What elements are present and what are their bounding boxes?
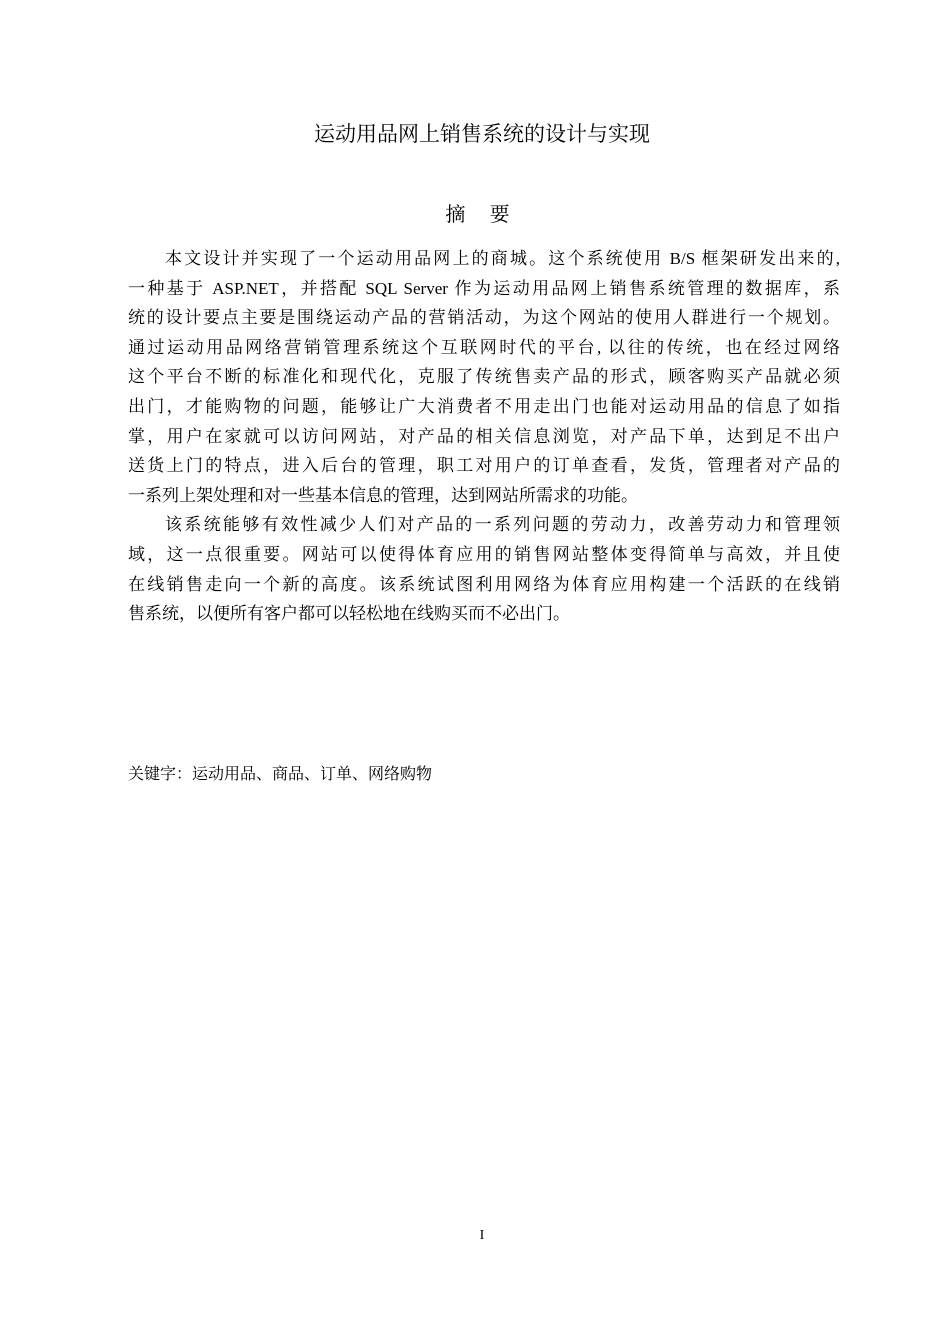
paragraph-2-line-1: 该系统能够有效性减少人们对产品的一系列问题的劳动力，改善劳动力和管理领 (165, 515, 840, 535)
paragraph-1-line-9: 一系列上架处理和对一些基本信息的管理，达到网站所需求的功能。 (128, 485, 638, 505)
paragraph-1-line-8: 送货上门的特点，进入后台的管理，职工对用户的订单查看，发货，管理者对产品的 (128, 456, 840, 476)
keywords-line: 关键字：运动用品、商品、订单、网络购物 (128, 764, 433, 783)
paragraph-1-line-4: 通过运动用品网络营销管理系统这个互联网时代的平台, 以往的传统，也在经过网络 (128, 337, 840, 357)
paragraph-1-line-3: 统的设计要点主要是围绕运动产品的营销活动，为这个网站的使用人群进行一个规划。 (128, 308, 840, 328)
abstract-heading: 摘 要 (445, 202, 519, 226)
paragraph-1-line-2: 一种基于 ASP.NET，并搭配 SQL Server 作为运动用品网上销售系统管理的数据库，系 (128, 278, 840, 298)
paragraph-2-line-4: 售系统，以便所有客户都可以轻松地在线购买而不必出门。 (128, 604, 570, 624)
paragraph-2-line-3: 在线销售走向一个新的高度。该系统试图利用网络为体育应用构建一个活跃的在线销 (128, 574, 840, 594)
paragraph-1-line-1: 本文设计并实现了一个运动用品网上的商城。这个系统使用 B/S 框架研发出来的, (165, 249, 840, 268)
document-title: 运动用品网上销售系统的设计与实现 (314, 122, 650, 146)
paragraph-2-line-2: 域，这一点很重要。网站可以使得体育应用的销售网站整体变得简单与高效，并且使 (128, 544, 840, 564)
paragraph-1-line-5: 这个平台不断的标准化和现代化，克服了传统售卖产品的形式，顾客购买产品就必须 (128, 367, 840, 387)
paragraph-1-line-7: 掌，用户在家就可以访问网站，对产品的相关信息浏览，对产品下单，达到足不出户 (128, 426, 840, 446)
page-number: I (479, 1228, 485, 1243)
paragraph-1-line-6: 出门，才能购物的问题，能够让广大消费者不用走出门也能对运动用品的信息了如指 (128, 396, 840, 416)
abstract-body (128, 244, 840, 629)
